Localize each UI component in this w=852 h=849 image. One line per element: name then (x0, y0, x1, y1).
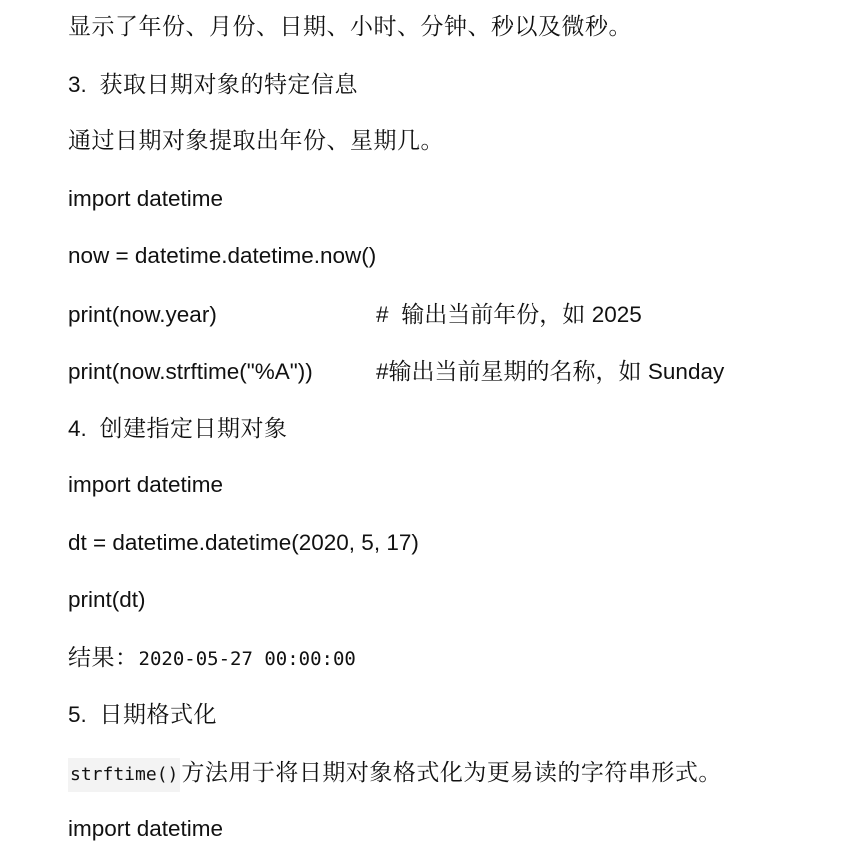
comment-text: 输出当前年份，如 (401, 302, 586, 328)
section-heading-3 (68, 67, 358, 101)
result-line (68, 640, 356, 674)
heading-number: 3. (68, 72, 87, 97)
heading-text: 获取日期对象的特定信息 (99, 72, 359, 98)
paragraph-datetime-output-description: 显示了年份、月份、日期、小时、分钟、秒以及微秒。 (68, 14, 632, 40)
section-heading-4 (68, 411, 288, 445)
result-value: 2020-05-27 00:00:00 (138, 648, 356, 670)
code-line-import-3: import datetime (68, 816, 224, 841)
paragraph-strftime (68, 755, 722, 789)
paragraph-text: 方法用于将日期对象格式化为更易读的字符串形式。 (181, 760, 722, 786)
code-line-now-assign: now = datetime.datetime.now() (68, 243, 377, 268)
comment-hash: # (376, 302, 389, 327)
heading-text: 日期格式化 (99, 702, 218, 728)
comment-hash: # (376, 359, 389, 384)
code-comment (376, 354, 724, 389)
heading-number: 5. (68, 702, 87, 727)
code-line-print-weekday (68, 354, 838, 388)
code-line-print-year (68, 297, 838, 331)
paragraph-extract-info: 通过日期对象提取出年份、星期几。 (68, 128, 444, 154)
comment-example-value: Sunday (647, 359, 725, 384)
section-heading-5 (68, 697, 217, 731)
heading-text: 创建指定日期对象 (99, 416, 288, 442)
code-text: print(now.strftime("%A")) (68, 359, 313, 384)
code-line-import: import datetime (68, 186, 224, 211)
code-line-print-dt: print(dt) (68, 587, 146, 612)
code-text: print(now.year) (68, 302, 217, 327)
document-page (68, 0, 838, 849)
code-line-import-2: import datetime (68, 472, 224, 497)
inline-code-strftime: strftime() (68, 758, 180, 792)
result-label: 结果： (68, 645, 139, 671)
comment-example-value: 2025 (591, 302, 642, 327)
heading-number: 4. (68, 416, 87, 441)
code-line-dt-assign: dt = datetime.datetime(2020, 5, 17) (68, 530, 419, 555)
code-comment (376, 297, 642, 332)
comment-text: 输出当前星期的名称，如 (388, 359, 642, 385)
